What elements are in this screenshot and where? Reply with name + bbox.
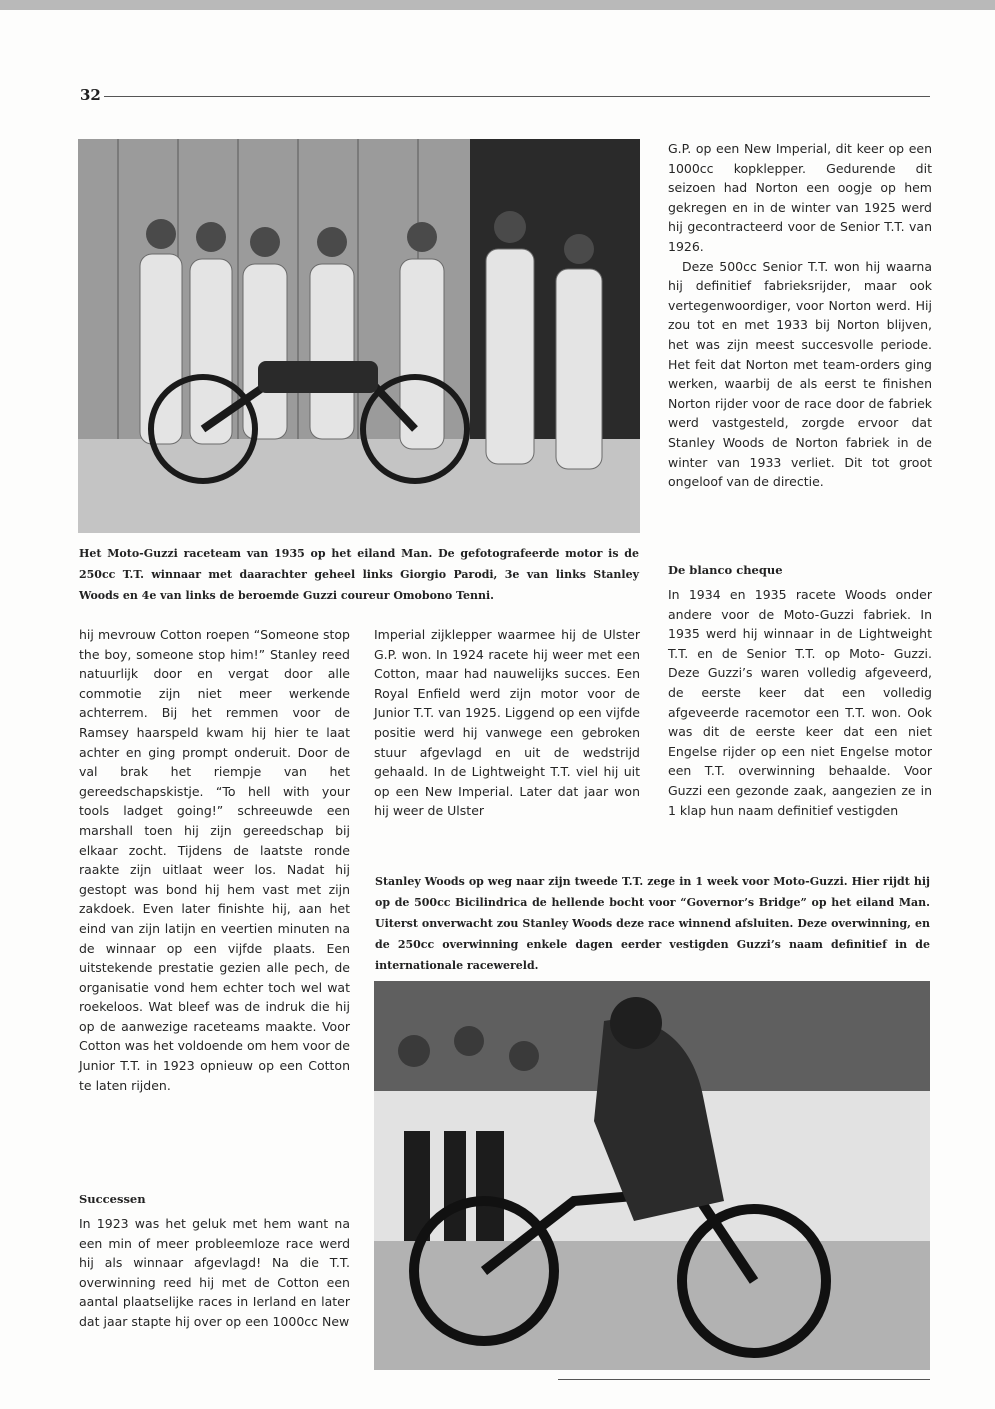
race-photo [374, 981, 930, 1370]
race-photo-caption: Stanley Woods op weg naar zijn tweede T.T. zege in 1 week voor Moto-Guzzi. Hier rijdt hij op de 500cc Bicilindrica de hellende bocht voor “Governor’s Bridge” op het eiland Man. Uiterst onverwacht zou Stanley Woods deze race winnend afsluiten. Deze overwinning, en de 250cc overwinning enkele dagen eerder vestigden Guzzi’s naam definitief in de internationale racewereld. [375, 875, 930, 972]
race-photo-illustration [374, 981, 930, 1370]
heading-successen: Successen [79, 1192, 146, 1206]
scan-top-edge [0, 0, 995, 10]
middle-paragraph-1: Imperial zijklepper waarmee hij de Ulster G.P. won. In 1924 racete hij weer met een Cotton, maar had nauwelijks succes. Een Royal Enfield werd zijn motor voor de Junior T.T. van 1925. Liggend op een vijfde positie werd hij vanwege een gebroken stuur afgevlagd en uit de wedstrijd gehaald. In de Lightweight T.T. viel hij uit op een New Imperial. Later dat jaar won hij weer de Ulster [374, 627, 640, 819]
left-paragraph-2: In 1923 was het geluk met hem want na een min of meer probleemloze race werd hij als winnaar afgevlagd! Na die T.T. overwinning reed hij met de Cotton een aantal plaatselijke races in Ierland en later dat jaar stapte hij over op een 1000cc New [79, 1216, 350, 1329]
right-column-bottom-text [668, 585, 932, 820]
header-rule [104, 96, 930, 97]
right-paragraph-1: G.P. op een New Imperial, dit keer op een 1000cc kopklepper. Gedurende dit seizoen had Norton een oogje op hem gekregen en in de winter van 1925 werd hij gecontracteerd voor de Senior T.T. van 1926. [668, 141, 932, 254]
right-paragraph-2: Deze 500cc Senior T.T. won hij waarna hij definitief fabrieksrijder, maar ook vertegenwoordiger, voor Norton werd. Hij zou tot en met 1933 bij Norton blijven, het was zijn meest succesvolle periode. Het feit dat Norton met team-orders ging werken, waarbij de als eerst te finishen Norton rijder voor de race door de fabriek werd vastgesteld, zorgde ervoor dat Stanley Woods de Norton fabriek in de winter van 1933 verliet. Dit tot groot ongeloof van de directie. [668, 258, 932, 490]
team-photo [78, 139, 640, 533]
right-paragraph-3: In 1934 en 1935 racete Woods onder andere voor de Moto-Guzzi fabriek. In 1935 werd hij winnaar in de Lightweight T.T. en de Senior T.T. op Moto- Guzzi. Deze Guzzi’s waren volledig afgeveerd, de eerste keer dat een volledig afgeveerde racemotor een T.T. won. Ook was dit de eerste keer dat een niet Engelse rijder op een niet Engelse motor een T.T. overwinning behaalde. Voor Guzzi een gezonde zaak, aangezien ze in 1 klap hun naam definitief vestigden [668, 587, 932, 818]
team-photo-illustration [78, 139, 640, 533]
left-column-text-2 [79, 1214, 350, 1332]
left-column-text [79, 625, 350, 1095]
left-paragraph-1: hij mevrouw Cotton roepen “Someone stop the boy, someone stop him!” Stanley reed natuurlijk door en vergat door alle commotie zijn niet meer werkende achterrem. Bij het remmen voor de Ramsey haarspeld kwam hij hier te laat achter en ging prompt onderuit. Door de val brak het riempje van het gereedschapskistje. “To hell with your tools ladget going!” schreeuwde een marshall toen hij zijn gereedschap bij elkaar zocht. Tijdens de laatste ronde raakte zijn uitlaat weer los. Nadat hij gestopt was bond hij hem vast met zijn zakdoek. Even later finishte hij, aan het eind van zijn latijn en veertien minuten na de winnaar op een vijfde plaats. Een uitstekende prestatie gezien alle pech, de organisatie vond hem echter toch wel wat roekeloos. Wat bleef was de indruk die hij op de aanwezige raceteams maakte. Voor Cotton was het voldoende om hem voor de Junior T.T. in 1923 opnieuw op een Cotton te laten rijden. [79, 627, 350, 1093]
bottom-rule [558, 1379, 930, 1380]
page-number: 32 [80, 86, 101, 104]
middle-column-text [374, 625, 640, 821]
team-photo-caption: Het Moto-Guzzi raceteam van 1935 op het eiland Man. De gefotografeerde motor is de 250cc T.T. winnaar met daarachter geheel links Giorgio Parodi, 3e van links Stanley Woods en 4e van links de beroemde Guzzi coureur Omobono Tenni. [79, 547, 639, 602]
heading-blanco-cheque: De blanco cheque [668, 563, 783, 577]
right-column-top-text [668, 139, 932, 492]
